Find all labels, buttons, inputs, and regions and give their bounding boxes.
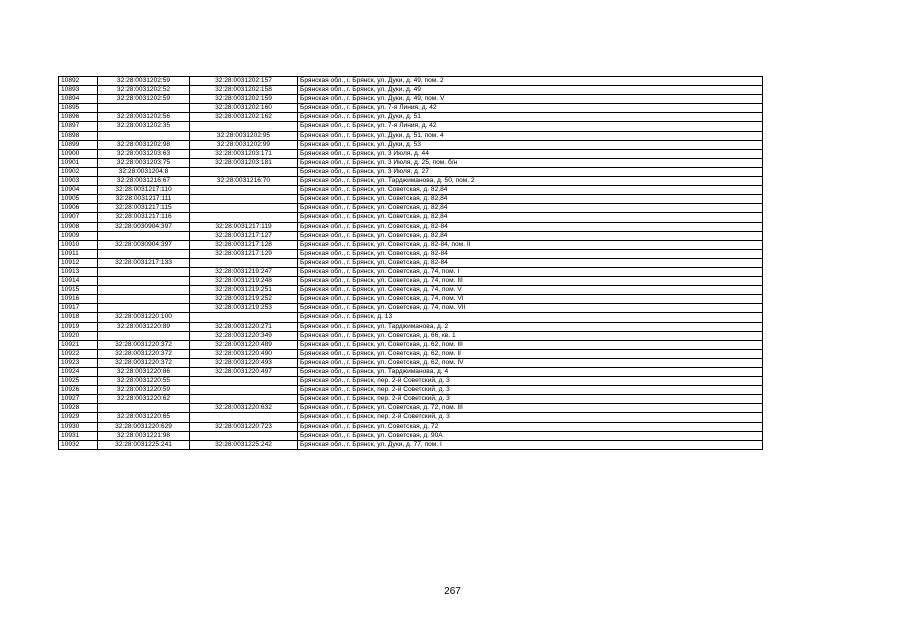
- table-row: [59, 113, 763, 122]
- building-cadastral-number-cell: 32:28:0031217:128: [190, 240, 298, 249]
- row-number-cell: 10893: [59, 86, 98, 95]
- building-cadastral-number-cell: [190, 122, 298, 131]
- table-row: [59, 322, 763, 331]
- address-cell: Брянская обл., г. Брянск, ул. Советская, д. 82,84: [298, 204, 763, 213]
- table-row: [59, 158, 763, 167]
- building-cadastral-number-cell: [190, 213, 298, 222]
- row-number-cell: 10931: [59, 431, 98, 440]
- table-row: [59, 358, 763, 367]
- address-cell: Брянская обл., г. Брянск, ул. Дуки, д. 53: [298, 140, 763, 149]
- row-number-cell: 10919: [59, 322, 98, 331]
- address-cell: Брянская обл., г. Брянск, ул. Советская, д. 82-84: [298, 258, 763, 267]
- land-cadastral-number-cell: 32:28:0031217:133: [98, 258, 190, 267]
- land-cadastral-number-cell: 32:28:0031220:86: [98, 368, 190, 377]
- address-cell: Брянская обл., г. Брянск, ул. Советская, д. 82,84: [298, 231, 763, 240]
- land-cadastral-number-cell: [98, 231, 190, 240]
- row-number-cell: 10895: [59, 104, 98, 113]
- table-row: [59, 204, 763, 213]
- table-row: [59, 377, 763, 386]
- table-row: [59, 304, 763, 313]
- row-number-cell: 10917: [59, 304, 98, 313]
- address-cell: Брянская обл., г. Брянск, ул. 3 Июля, д. 44: [298, 149, 763, 158]
- building-cadastral-number-cell: [190, 195, 298, 204]
- row-number-cell: 10902: [59, 167, 98, 176]
- land-cadastral-number-cell: 32:28:0031202:98: [98, 140, 190, 149]
- registry-table-body: [59, 77, 763, 450]
- row-number-cell: 10898: [59, 131, 98, 140]
- page-number: 267: [444, 586, 461, 597]
- row-number-cell: 10920: [59, 331, 98, 340]
- row-number-cell: 10926: [59, 386, 98, 395]
- land-cadastral-number-cell: 32:28:0030904:397: [98, 240, 190, 249]
- address-cell: Брянская обл., г. Брянск, ул. Дуки, д. 77, пом. I: [298, 440, 763, 449]
- row-number-cell: 10904: [59, 186, 98, 195]
- address-cell: Брянская обл., г. Брянск, ул. Советская, д. 74, пом. III: [298, 277, 763, 286]
- land-cadastral-number-cell: 32:28:0031203:63: [98, 149, 190, 158]
- table-row: [59, 177, 763, 186]
- address-cell: Брянская обл., г. Брянск, пер. 2-й Советский, д. 3: [298, 413, 763, 422]
- land-cadastral-number-cell: 32:28:0031220:372: [98, 358, 190, 367]
- building-cadastral-number-cell: [190, 258, 298, 267]
- row-number-cell: 10924: [59, 368, 98, 377]
- land-cadastral-number-cell: 32:28:0031220:372: [98, 340, 190, 349]
- row-number-cell: 10909: [59, 231, 98, 240]
- land-cadastral-number-cell: 32:28:0031203:75: [98, 158, 190, 167]
- building-cadastral-number-cell: 32:28:0031220:349: [190, 331, 298, 340]
- row-number-cell: 10905: [59, 195, 98, 204]
- building-cadastral-number-cell: 32:28:0031203:181: [190, 158, 298, 167]
- address-cell: Брянская обл., г. Брянск, пер. 2-й Советский, д. 3: [298, 395, 763, 404]
- building-cadastral-number-cell: [190, 167, 298, 176]
- table-row: [59, 186, 763, 195]
- land-cadastral-number-cell: 32:28:0031220:372: [98, 349, 190, 358]
- address-cell: Брянская обл., г. Брянск, ул. Тарджиманова, д. 4: [298, 368, 763, 377]
- table-row: [59, 422, 763, 431]
- building-cadastral-number-cell: 32:28:0031220:497: [190, 368, 298, 377]
- land-cadastral-number-cell: [98, 304, 190, 313]
- table-row: [59, 122, 763, 131]
- row-number-cell: 10896: [59, 113, 98, 122]
- building-cadastral-number-cell: [190, 204, 298, 213]
- building-cadastral-number-cell: 32:28:0031220:271: [190, 322, 298, 331]
- land-cadastral-number-cell: 32:28:0031202:52: [98, 86, 190, 95]
- land-cadastral-number-cell: 32:28:0031202:59: [98, 77, 190, 86]
- address-cell: Брянская обл., г. Брянск, пер. 2-й Советский, д. 3: [298, 386, 763, 395]
- address-cell: Брянская обл., г. Брянск, ул. Тарджиманова, д. 50, пом. 2: [298, 177, 763, 186]
- land-cadastral-number-cell: 32:28:0030904:397: [98, 222, 190, 231]
- row-number-cell: 10928: [59, 404, 98, 413]
- address-cell: Брянская обл., г. Брянск, ул. Советская, д. 72: [298, 422, 763, 431]
- address-cell: Брянская обл., г. Брянск, ул. 7-я Линия, д. 42: [298, 104, 763, 113]
- address-cell: Брянская обл., г. Брянск, ул. Советская, д. 74, пом. V: [298, 286, 763, 295]
- table-row: [59, 431, 763, 440]
- address-cell: Брянская обл., г. Брянск, ул. Советская, д. 74, пом. VI: [298, 295, 763, 304]
- building-cadastral-number-cell: 32:28:0031220:632: [190, 404, 298, 413]
- address-cell: Брянская обл., г. Брянск, ул. Советская, д. 74, пом. VII: [298, 304, 763, 313]
- row-number-cell: 10918: [59, 313, 98, 322]
- table-row: [59, 331, 763, 340]
- table-row: [59, 295, 763, 304]
- address-cell: Брянская обл., г. Брянск, ул. Дуки, д. 51: [298, 113, 763, 122]
- table-row: [59, 349, 763, 358]
- address-cell: Брянская обл., г. Брянск, ул. 3 Июля, д. 25, пом. б/н: [298, 158, 763, 167]
- building-cadastral-number-cell: 32:28:0031220:490: [190, 349, 298, 358]
- row-number-cell: 10916: [59, 295, 98, 304]
- row-number-cell: 10921: [59, 340, 98, 349]
- address-cell: Брянская обл., г. Брянск, ул. Дуки, д. 49, пом. 2: [298, 77, 763, 86]
- land-cadastral-number-cell: 32:28:0031202:59: [98, 95, 190, 104]
- table-row: [59, 167, 763, 176]
- building-cadastral-number-cell: 32:28:0031217:127: [190, 231, 298, 240]
- table-row: [59, 140, 763, 149]
- table-row: [59, 231, 763, 240]
- land-cadastral-number-cell: 32:28:0031220:62: [98, 395, 190, 404]
- address-cell: Брянская обл., г. Брянск, ул. Советская, д. 62, пом. IV: [298, 358, 763, 367]
- building-cadastral-number-cell: 32:28:0031220:489: [190, 340, 298, 349]
- row-number-cell: 10914: [59, 277, 98, 286]
- table-row: [59, 240, 763, 249]
- building-cadastral-number-cell: 32:28:0031217:119: [190, 222, 298, 231]
- row-number-cell: 10900: [59, 149, 98, 158]
- address-cell: Брянская обл., г. Брянск, ул. Дуки, д. 51, пом. 4: [298, 131, 763, 140]
- address-cell: Брянская обл., г. Брянск, ул. Советская, д. 90А: [298, 431, 763, 440]
- address-cell: Брянская обл., г. Брянск, ул. Советская, д. 66, кв. 1: [298, 331, 763, 340]
- table-row: [59, 368, 763, 377]
- row-number-cell: 10912: [59, 258, 98, 267]
- address-cell: Брянская обл., г. Брянск, ул. Советская, д. 62, пом. II: [298, 349, 763, 358]
- building-cadastral-number-cell: 32:28:0031217:129: [190, 249, 298, 258]
- table-row: [59, 86, 763, 95]
- building-cadastral-number-cell: 32:28:0031216:70: [190, 177, 298, 186]
- building-cadastral-number-cell: 32:28:0031202:160: [190, 104, 298, 113]
- row-number-cell: 10892: [59, 77, 98, 86]
- building-cadastral-number-cell: 32:28:0031220:723: [190, 422, 298, 431]
- land-cadastral-number-cell: [98, 404, 190, 413]
- building-cadastral-number-cell: [190, 413, 298, 422]
- building-cadastral-number-cell: 32:28:0031202:157: [190, 77, 298, 86]
- row-number-cell: 10930: [59, 422, 98, 431]
- table-row: [59, 395, 763, 404]
- table-row: [59, 222, 763, 231]
- table-row: [59, 267, 763, 276]
- building-cadastral-number-cell: [190, 313, 298, 322]
- address-cell: Брянская обл., г. Брянск, ул. Советская, д. 82-84: [298, 222, 763, 231]
- land-cadastral-number-cell: 32:28:0031217:111: [98, 195, 190, 204]
- table-row: [59, 386, 763, 395]
- land-cadastral-number-cell: [98, 104, 190, 113]
- table-row: [59, 149, 763, 158]
- building-cadastral-number-cell: [190, 395, 298, 404]
- table-row: [59, 340, 763, 349]
- land-cadastral-number-cell: 32:28:0031220:629: [98, 422, 190, 431]
- row-number-cell: 10906: [59, 204, 98, 213]
- land-cadastral-number-cell: 32:28:0031225:241: [98, 440, 190, 449]
- land-cadastral-number-cell: 32:28:0031220:89: [98, 322, 190, 331]
- address-cell: Брянская обл., г. Брянск, ул. Дуки, д. 49: [298, 86, 763, 95]
- land-cadastral-number-cell: 32:28:0031217:110: [98, 186, 190, 195]
- building-cadastral-number-cell: 32:28:0031219:247: [190, 267, 298, 276]
- address-cell: Брянская обл., г. Брянск, ул. 3 Июля, д. 27: [298, 167, 763, 176]
- land-cadastral-number-cell: 32:28:0031202:35: [98, 122, 190, 131]
- land-cadastral-number-cell: [98, 295, 190, 304]
- address-cell: Брянская обл., г. Брянск, ул. Советская, д. 82-84: [298, 249, 763, 258]
- row-number-cell: 10911: [59, 249, 98, 258]
- building-cadastral-number-cell: 32:28:0031225:242: [190, 440, 298, 449]
- building-cadastral-number-cell: 32:28:0031219:248: [190, 277, 298, 286]
- address-cell: Брянская обл., г. Брянск, ул. Советская, д. 82,84: [298, 186, 763, 195]
- land-cadastral-number-cell: 32:28:0031220:59: [98, 386, 190, 395]
- registry-table: [58, 76, 763, 450]
- table-row: [59, 104, 763, 113]
- row-number-cell: 10923: [59, 358, 98, 367]
- row-number-cell: 10913: [59, 267, 98, 276]
- building-cadastral-number-cell: 32:28:0031202:159: [190, 95, 298, 104]
- building-cadastral-number-cell: [190, 386, 298, 395]
- building-cadastral-number-cell: 32:28:0031220:493: [190, 358, 298, 367]
- address-cell: Брянская обл., г. Брянск, пер. 2-й Советский, д. 3: [298, 377, 763, 386]
- table-row: [59, 286, 763, 295]
- row-number-cell: 10899: [59, 140, 98, 149]
- table-row: [59, 77, 763, 86]
- address-cell: Брянская обл., г. Брянск, ул. 7-я Линия, д. 42: [298, 122, 763, 131]
- address-cell: Брянская обл., г. Брянск, ул. Советская, д. 72, пом. III: [298, 404, 763, 413]
- address-cell: Брянская обл., г. Брянск, ул. Советская, д. 62, пом. III: [298, 340, 763, 349]
- land-cadastral-number-cell: [98, 331, 190, 340]
- table-row: [59, 258, 763, 267]
- table-row: [59, 440, 763, 449]
- address-cell: Брянская обл., г. Брянск, д. 13: [298, 313, 763, 322]
- row-number-cell: 10894: [59, 95, 98, 104]
- land-cadastral-number-cell: 32:28:0031202:56: [98, 113, 190, 122]
- land-cadastral-number-cell: 32:28:0031217:116: [98, 213, 190, 222]
- row-number-cell: 10915: [59, 286, 98, 295]
- table-row: [59, 404, 763, 413]
- building-cadastral-number-cell: 32:28:0031219:251: [190, 286, 298, 295]
- building-cadastral-number-cell: [190, 377, 298, 386]
- land-cadastral-number-cell: 32:28:0031220:65: [98, 413, 190, 422]
- table-row: [59, 95, 763, 104]
- row-number-cell: 10932: [59, 440, 98, 449]
- land-cadastral-number-cell: 32:28:0031221:98: [98, 431, 190, 440]
- row-number-cell: 10897: [59, 122, 98, 131]
- land-cadastral-number-cell: 32:28:0031220:55: [98, 377, 190, 386]
- address-cell: Брянская обл., г. Брянск, ул. Советская, д. 82-84, пом. II: [298, 240, 763, 249]
- row-number-cell: 10908: [59, 222, 98, 231]
- row-number-cell: 10927: [59, 395, 98, 404]
- table-row: [59, 277, 763, 286]
- table-row: [59, 195, 763, 204]
- address-cell: Брянская обл., г. Брянск, ул. Советская, д. 74, пом. I: [298, 267, 763, 276]
- row-number-cell: 10901: [59, 158, 98, 167]
- row-number-cell: 10910: [59, 240, 98, 249]
- row-number-cell: 10929: [59, 413, 98, 422]
- row-number-cell: 10903: [59, 177, 98, 186]
- building-cadastral-number-cell: [190, 186, 298, 195]
- land-cadastral-number-cell: [98, 286, 190, 295]
- building-cadastral-number-cell: 32:28:0031202:95: [190, 131, 298, 140]
- table-row: [59, 249, 763, 258]
- building-cadastral-number-cell: 32:28:0031203:171: [190, 149, 298, 158]
- table-row: [59, 213, 763, 222]
- land-cadastral-number-cell: [98, 131, 190, 140]
- table-row: [59, 413, 763, 422]
- row-number-cell: 10925: [59, 377, 98, 386]
- land-cadastral-number-cell: 32:28:0031216:67: [98, 177, 190, 186]
- land-cadastral-number-cell: 32:28:0031220:100: [98, 313, 190, 322]
- address-cell: Брянская обл., г. Брянск, ул. Дуки, д. 49, пом. V: [298, 95, 763, 104]
- building-cadastral-number-cell: 32:28:0031202:158: [190, 86, 298, 95]
- building-cadastral-number-cell: [190, 431, 298, 440]
- row-number-cell: 10922: [59, 349, 98, 358]
- land-cadastral-number-cell: [98, 267, 190, 276]
- building-cadastral-number-cell: 32:28:0031202:162: [190, 113, 298, 122]
- land-cadastral-number-cell: 32:28:0031217:115: [98, 204, 190, 213]
- building-cadastral-number-cell: 32:28:0031219:253: [190, 304, 298, 313]
- building-cadastral-number-cell: 32:28:0031219:252: [190, 295, 298, 304]
- land-cadastral-number-cell: [98, 249, 190, 258]
- address-cell: Брянская обл., г. Брянск, ул. Тарджиманова, д. 2: [298, 322, 763, 331]
- row-number-cell: 10907: [59, 213, 98, 222]
- table-row: [59, 131, 763, 140]
- address-cell: Брянская обл., г. Брянск, ул. Советская, д. 82,84: [298, 195, 763, 204]
- address-cell: Брянская обл., г. Брянск, ул. Советская, д. 82,84: [298, 213, 763, 222]
- table-row: [59, 313, 763, 322]
- building-cadastral-number-cell: 32:28:0031202:99: [190, 140, 298, 149]
- land-cadastral-number-cell: [98, 277, 190, 286]
- land-cadastral-number-cell: 32:28:0031204:8: [98, 167, 190, 176]
